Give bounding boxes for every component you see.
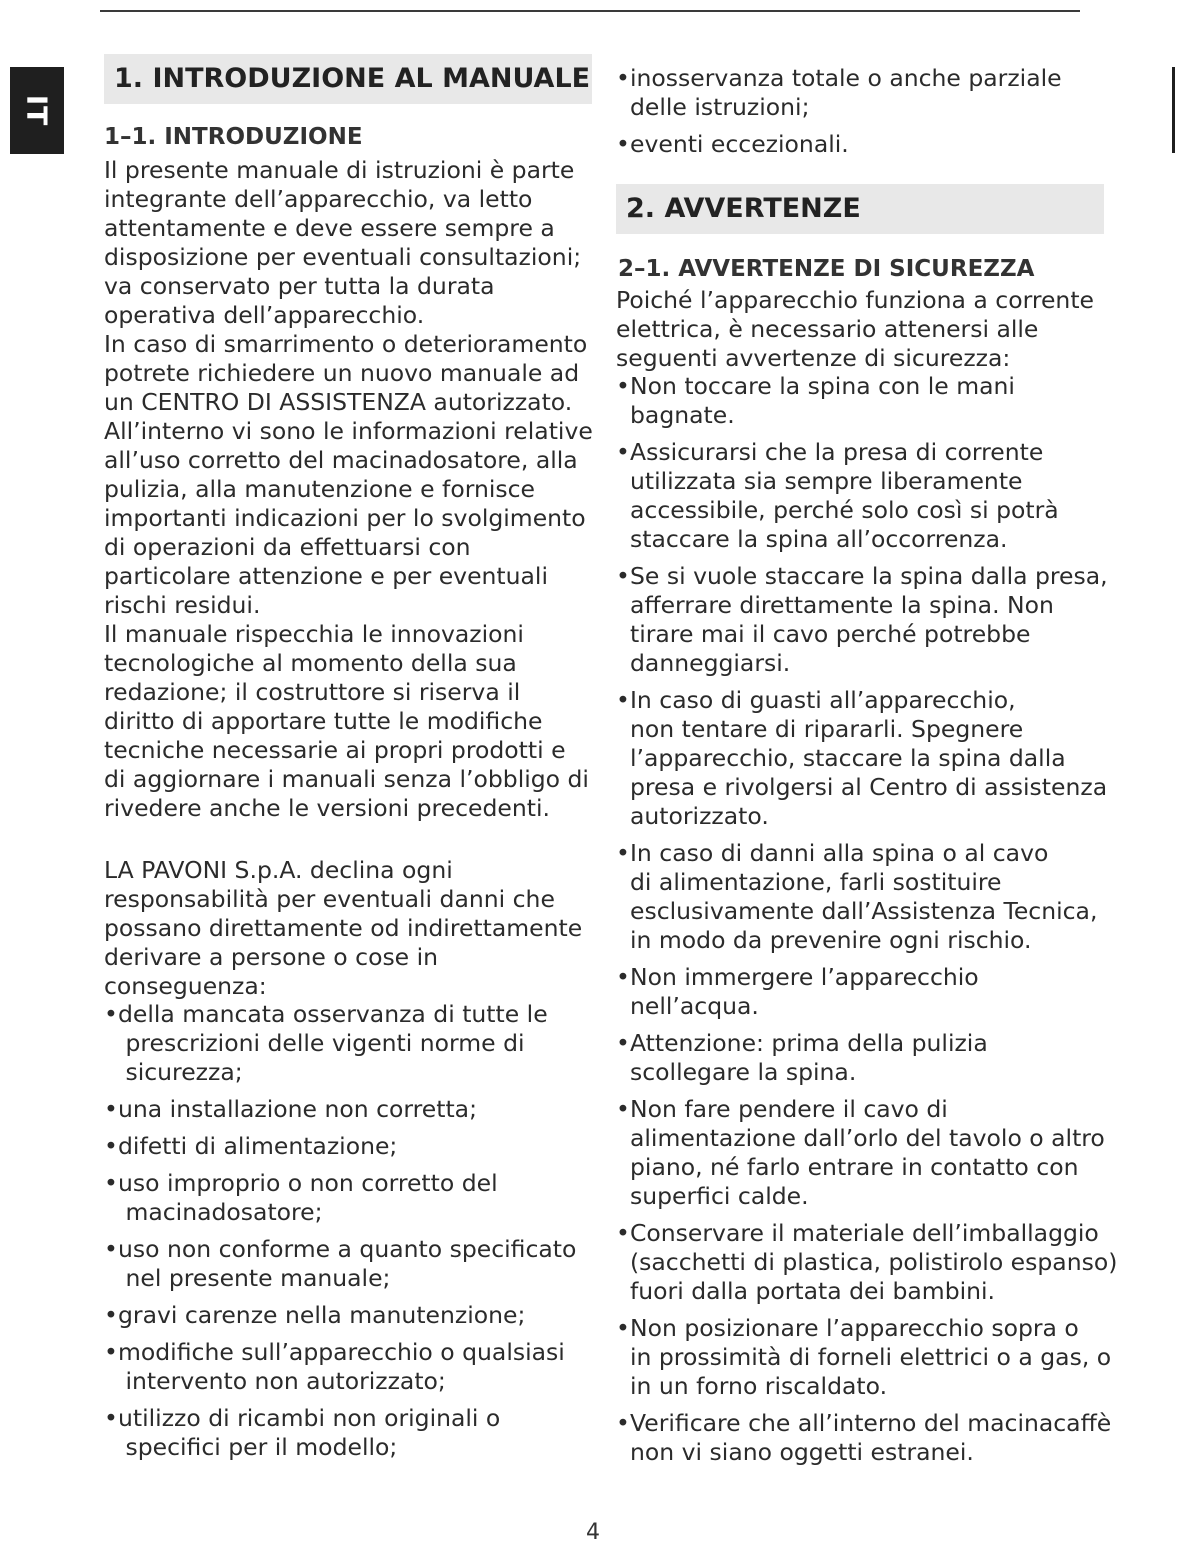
bullet-dot: •: [616, 686, 630, 714]
bullet-dot: •: [104, 1132, 118, 1160]
bullet-text: Non fare pendere il cavo di alimentazione dall’orlo del tavolo o altro piano, né farlo entrare in contatto con superfici calde.: [630, 1095, 1105, 1210]
bullet-item: [616, 562, 1117, 678]
subsection-title-introduzione: 1–1. INTRODUZIONE: [104, 124, 363, 150]
bullet-text: eventi eccezionali.: [630, 130, 849, 158]
bullet-dot: •: [616, 372, 630, 400]
side-margin-mark: [1172, 67, 1175, 153]
bullet-item: [104, 1338, 576, 1396]
continued-bullet-list: [616, 64, 1062, 167]
bullet-text: Se si vuole staccare la spina dalla presa, afferrare direttamente la spina. Non tirare mai il cavo perché potrebbe danneggiarsi.: [630, 562, 1108, 677]
bullet-dot: •: [616, 963, 630, 991]
bullet-text: Verificare che all’interno del macinacaffè non vi siano oggetti estranei.: [630, 1409, 1112, 1466]
safety-intro-paragraph: Poiché l’apparecchio funziona a corrente elettrica, è necessario attenersi alle seguenti avvertenze di sicurezza:: [616, 286, 1094, 372]
subsection-title-sicurezza: 2–1. AVVERTENZE DI SICUREZZA: [618, 256, 1035, 282]
bullet-dot: •: [616, 1314, 630, 1342]
bullet-item: [616, 686, 1117, 831]
bullet-dot: •: [104, 1095, 118, 1123]
bullet-text: gravi carenze nella manutenzione;: [118, 1301, 526, 1329]
bullet-text: utilizzo di ricambi non originali o specifici per il modello;: [118, 1404, 501, 1461]
bullet-dot: •: [616, 130, 630, 158]
top-rule: [100, 10, 1080, 12]
bullet-item: [616, 963, 1117, 1021]
bullet-text: Assicurarsi che la presa di corrente utilizzata sia sempre liberamente accessibile, perché solo così si potrà staccare la spina all’occorrenza.: [630, 438, 1059, 553]
bullet-dot: •: [616, 64, 630, 92]
bullet-dot: •: [616, 438, 630, 466]
bullet-item: [104, 1235, 576, 1293]
bullet-item: [616, 438, 1117, 554]
page-number: 4: [586, 1520, 600, 1545]
bullet-text: Non posizionare l’apparecchio sopra o in prossimità di forneli elettrici o a gas, o in un forno riscaldato.: [630, 1314, 1112, 1400]
bullet-dot: •: [104, 1235, 118, 1263]
bullet-dot: •: [616, 1219, 630, 1247]
bullet-item: [616, 1095, 1117, 1211]
bullet-text: Conservare il materiale dell’imballaggio (sacchetti di plastica, polistirolo espanso) fuori dalla portata dei bambini.: [630, 1219, 1118, 1305]
bullet-item: [616, 372, 1117, 430]
bullet-text: modifiche sull’apparecchio o qualsiasi intervento non autorizzato;: [118, 1338, 565, 1395]
bullet-item: [616, 1314, 1117, 1401]
bullet-dot: •: [616, 1409, 630, 1437]
bullet-item: [104, 1095, 576, 1124]
bullet-item: [104, 1132, 576, 1161]
bullet-dot: •: [104, 1404, 118, 1432]
bullet-item: [616, 839, 1117, 955]
bullet-dot: •: [104, 1301, 118, 1329]
bullet-dot: •: [104, 1169, 118, 1197]
bullet-dot: •: [616, 562, 630, 590]
bullet-item: [104, 1169, 576, 1227]
bullet-text: della mancata osservanza di tutte le prescrizioni delle vigenti norme di sicurezza;: [118, 1000, 548, 1086]
bullet-text: Non immergere l’apparecchio nell’acqua.: [630, 963, 979, 1020]
bullet-dot: •: [616, 1095, 630, 1123]
bullet-text: uso non conforme a quanto specificato nel presente manuale;: [118, 1235, 577, 1292]
bullet-text: una installazione non corretta;: [118, 1095, 477, 1123]
section-title-introduzione: 1. INTRODUZIONE AL MANUALE: [104, 54, 592, 104]
intro-paragraph: Il presente manuale di istruzioni è parte integrante dell’apparecchio, va letto attentamente e deve essere sempre a disposizione per eventuali consultazioni; va conservato per tutta la durata operativa dell’apparecchio. In caso di smarrimento o deterioramento potrete richiedere un nuovo manuale ad un CENTRO DI ASSISTENZA autorizzato. All’interno vi sono le informazioni relative all’uso corretto del macinadosatore, alla pulizia, alla manutenzione e fornisce importanti indicazioni per lo svolgimento di operazioni da effettuarsi con particolare attenzione e per eventuali rischi residui. Il manuale rispecchia le innovazioni tecnologiche al momento della sua redazione; il costruttore si riserva il diritto di apportare tutte le modifiche tecniche necessarie ai propri prodotti e di aggiornare i manuali senza l’obbligo di rivedere anche le versioni precedenti.: [104, 156, 593, 822]
bullet-text: In caso di guasti all’apparecchio, non tentare di ripararli. Spegnere l’apparecchio, staccare la spina dalla presa e rivolgersi al Centro di assistenza autorizzato.: [630, 686, 1108, 830]
bullet-text: inosservanza totale o anche parziale delle istruzioni;: [630, 64, 1062, 121]
bullet-text: uso improprio o non corretto del macinadosatore;: [118, 1169, 498, 1226]
bullet-item: [104, 1301, 576, 1330]
bullet-dot: •: [616, 1029, 630, 1057]
bullet-item: [616, 1029, 1117, 1087]
bullet-dot: •: [104, 1338, 118, 1366]
bullet-item: [616, 1409, 1117, 1467]
disclaimer-paragraph: LA PAVONI S.p.A. declina ogni responsabilità per eventuali danni che possano direttamente od indirettamente derivare a persone o cose in conseguenza:: [104, 856, 583, 1000]
section-title-avvertenze: 2. AVVERTENZE: [616, 184, 1104, 234]
bullet-text: Non toccare la spina con le mani bagnate.: [630, 372, 1015, 429]
language-tab-label: IT: [20, 94, 54, 127]
disclaimer-bullet-list: [104, 1000, 576, 1470]
bullet-dot: •: [616, 839, 630, 867]
language-tab: [10, 67, 64, 154]
bullet-item: [616, 130, 1062, 159]
bullet-text: In caso di danni alla spina o al cavo di alimentazione, farli sostituire esclusivamente dall’Assistenza Tecnica, in modo da prevenire ogni rischio.: [630, 839, 1098, 954]
bullet-item: [616, 1219, 1117, 1306]
bullet-item: [616, 64, 1062, 122]
bullet-item: [104, 1404, 576, 1462]
bullet-text: Attenzione: prima della pulizia scollegare la spina.: [630, 1029, 988, 1086]
bullet-item: [104, 1000, 576, 1087]
safety-bullet-list: [616, 372, 1117, 1475]
bullet-dot: •: [104, 1000, 118, 1028]
bullet-text: difetti di alimentazione;: [118, 1132, 398, 1160]
